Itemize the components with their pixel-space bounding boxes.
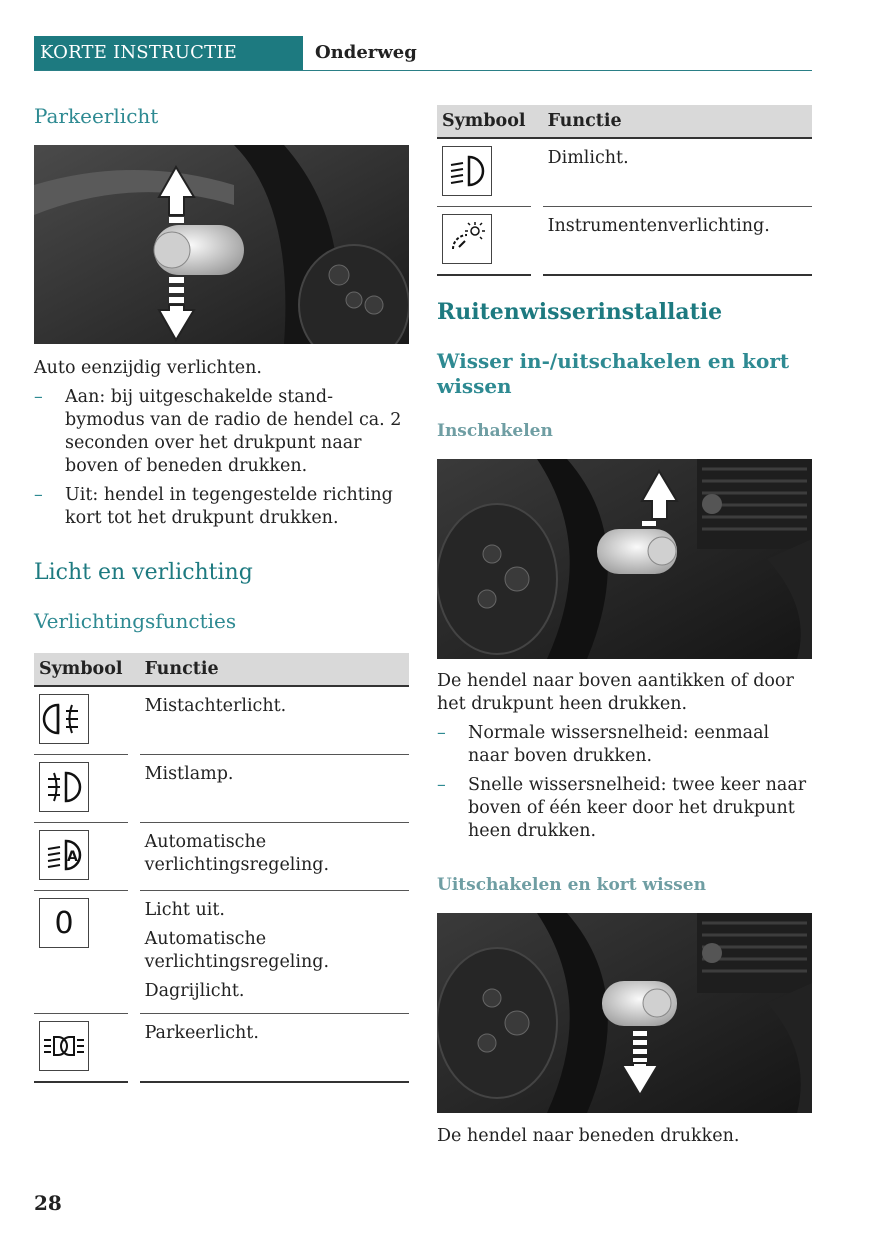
parking-light-lever-photo: [34, 145, 409, 344]
section-title: Onderweg: [315, 42, 417, 63]
wisser-subheading: Wisser in-/uitschakelen en kort wissen: [437, 349, 790, 398]
verlichtingsfuncties-heading: Verlichtingsfuncties: [34, 609, 237, 633]
auto-headlight-icon: [39, 830, 89, 880]
table-row: 0 Licht uit. Automatische verlichtingsregeling. Dagrijlicht.: [34, 891, 409, 1014]
parking-light-icon: [39, 1021, 89, 1071]
instrument-lighting-icon: [442, 214, 492, 264]
parkeerlicht-intro: Auto eenzijdig verlichten.: [34, 358, 262, 378]
table-row: Instrumentenverlichting.: [437, 207, 812, 276]
lighting-functions-table: [34, 653, 409, 1083]
parkeerlicht-heading: Parkeerlicht: [34, 104, 159, 128]
table-row: Parkeerlicht.: [34, 1014, 409, 1083]
table-row: Mistachterlicht.: [34, 686, 409, 755]
parkeerlicht-list: [34, 386, 409, 536]
lighting-functions-table-continued: [437, 105, 812, 276]
wiper-lever-up-photo: [437, 459, 812, 659]
table-header-symbol: Symbool: [437, 105, 531, 138]
inschakelen-list: [437, 722, 812, 849]
page-number: 28: [34, 1191, 62, 1215]
list-item: – Aan: bij uitgeschakelde stand-bymodus van de radio de hendel ca. 2 seconden over het drukpunt naar boven of beneden drukken.: [34, 387, 402, 476]
inschakelen-heading: Inschakelen: [437, 421, 553, 441]
svg-text:A: A: [67, 849, 78, 865]
licht-heading: Licht en verlichting: [34, 560, 253, 585]
table-row: Dimlicht.: [437, 138, 812, 207]
table-row: Mistlamp.: [34, 755, 409, 823]
lights-off-icon: 0: [39, 898, 89, 948]
ruitenwisser-heading: Ruitenwisserinstallatie: [437, 299, 723, 325]
list-item: – Uit: hendel in tegengestelde richting kort tot het drukpunt drukken.: [34, 485, 393, 528]
table-header-symbol: Symbool: [34, 653, 128, 686]
wiper-lever-down-photo: [437, 913, 812, 1113]
list-item: – Normale wissersnelheid: eenmaal naar boven drukken.: [437, 723, 770, 766]
page-header: [34, 36, 812, 71]
uitschakelen-heading: Uitschakelen en kort wissen: [437, 875, 706, 895]
rear-fog-light-icon: [39, 694, 89, 744]
table-header-function: Functie: [543, 105, 812, 138]
uitschakelen-text: De hendel naar beneden drukken.: [437, 1126, 740, 1146]
inschakelen-intro: De hendel naar boven aantikken of door het drukpunt heen drukken.: [437, 671, 794, 714]
front-fog-light-icon: [39, 762, 89, 812]
list-item: – Snelle wissersnelheid: twee keer naar boven of één keer door het drukpunt heen drukken.: [437, 775, 807, 841]
table-row: A Automatische verlichtingsregeling.: [34, 823, 409, 891]
chapter-tab: KORTE INSTRUCTIE: [34, 36, 303, 70]
low-beam-icon: [442, 146, 492, 196]
table-header-function: Functie: [140, 653, 409, 686]
